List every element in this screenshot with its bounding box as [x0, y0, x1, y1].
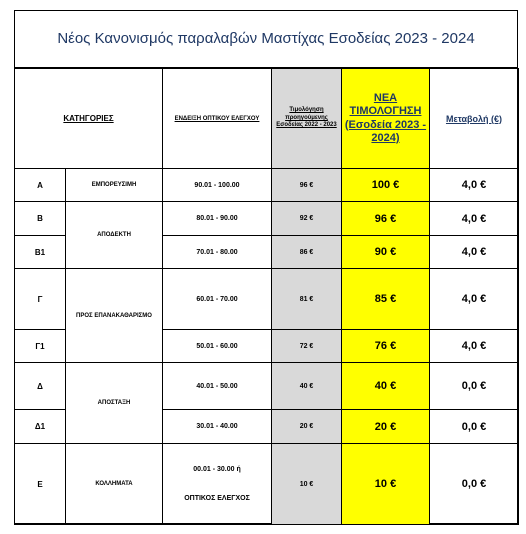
- row-code: Ε: [15, 444, 66, 525]
- table-row: [15, 444, 519, 525]
- row-new-price: 20 €: [342, 410, 430, 444]
- header-old-price: Τιμολόγηση προηγούμενης Εσοδείας 2022 - 2023: [272, 69, 342, 169]
- row-change: 4,0 €: [430, 269, 519, 330]
- row-change: 0,0 €: [430, 363, 519, 410]
- row-code: Β: [15, 202, 66, 236]
- row-code: Δ1: [15, 410, 66, 444]
- row-range-cell: [163, 444, 272, 525]
- row-code: Γ1: [15, 330, 66, 363]
- row-range-extra: ΟΠΤΙΚΟΣ ΕΛΕΓΧΟΣ: [184, 495, 250, 502]
- group-label: ΑΠΟΔΕΚΤΗ: [66, 202, 163, 269]
- row-change: 4,0 €: [430, 236, 519, 269]
- row-old-price: 72 €: [272, 330, 342, 363]
- group-label: ΕΜΠΟΡΕΥΣΙΜΗ: [66, 169, 163, 202]
- row-change: 0,0 €: [430, 410, 519, 444]
- header-row: [15, 69, 519, 169]
- row-old-price: 20 €: [272, 410, 342, 444]
- row-old-price: 40 €: [272, 363, 342, 410]
- table-row: [15, 363, 519, 410]
- group-label: ΑΠΟΣΤΑΞΗ: [66, 363, 163, 444]
- row-old-price: 10 €: [272, 444, 342, 525]
- row-range: 30.01 - 40.00: [163, 410, 272, 444]
- row-range: 70.01 - 80.00: [163, 236, 272, 269]
- row-range: 90.01 - 100.00: [163, 169, 272, 202]
- row-change: 4,0 €: [430, 169, 519, 202]
- table-row: [15, 169, 519, 202]
- table-row: [15, 202, 519, 236]
- row-old-price: 86 €: [272, 236, 342, 269]
- row-range: 80.01 - 90.00: [163, 202, 272, 236]
- row-new-price: 90 €: [342, 236, 430, 269]
- row-range: 40.01 - 50.00: [163, 363, 272, 410]
- header-new-price: ΝΕΑ ΤΙΜΟΛΟΓΗΣΗ (Εσοδεία 2023 - 2024): [342, 69, 430, 169]
- header-indication: ΕΝΔΕΙΞΗ ΟΠΤΙΚΟΥ ΕΛΕΓΧΟΥ: [163, 69, 272, 169]
- header-change: Μεταβολή (€): [430, 69, 519, 169]
- row-new-price: 100 €: [342, 169, 430, 202]
- row-old-price: 96 €: [272, 169, 342, 202]
- row-new-price: 85 €: [342, 269, 430, 330]
- row-range: 00.01 - 30.00 ή: [193, 466, 241, 473]
- row-code: Δ: [15, 363, 66, 410]
- row-code: Α: [15, 169, 66, 202]
- table-row: [15, 269, 519, 330]
- header-categories: ΚΑΤΗΓΟΡΙΕΣ: [15, 69, 163, 169]
- row-new-price: 40 €: [342, 363, 430, 410]
- row-change: 0,0 €: [430, 444, 519, 525]
- row-range: 50.01 - 60.00: [163, 330, 272, 363]
- row-new-price: 96 €: [342, 202, 430, 236]
- row-code: Γ: [15, 269, 66, 330]
- row-old-price: 92 €: [272, 202, 342, 236]
- row-new-price: 10 €: [342, 444, 430, 525]
- row-new-price: 76 €: [342, 330, 430, 363]
- row-change: 4,0 €: [430, 202, 519, 236]
- pricing-table: [14, 68, 519, 525]
- row-change: 4,0 €: [430, 330, 519, 363]
- group-label: ΠΡΟΣ ΕΠΑΝΑΚΑΘΑΡΙΣΜΟ: [66, 269, 163, 363]
- row-range: 60.01 - 70.00: [163, 269, 272, 330]
- row-code: Β1: [15, 236, 66, 269]
- row-old-price: 81 €: [272, 269, 342, 330]
- group-label: ΚΟΛΛΗΜΑΤΑ: [66, 444, 163, 525]
- document-title: Νέος Κανονισμός παραλαβών Μαστίχας Εσοδείας 2023 - 2024: [14, 10, 518, 68]
